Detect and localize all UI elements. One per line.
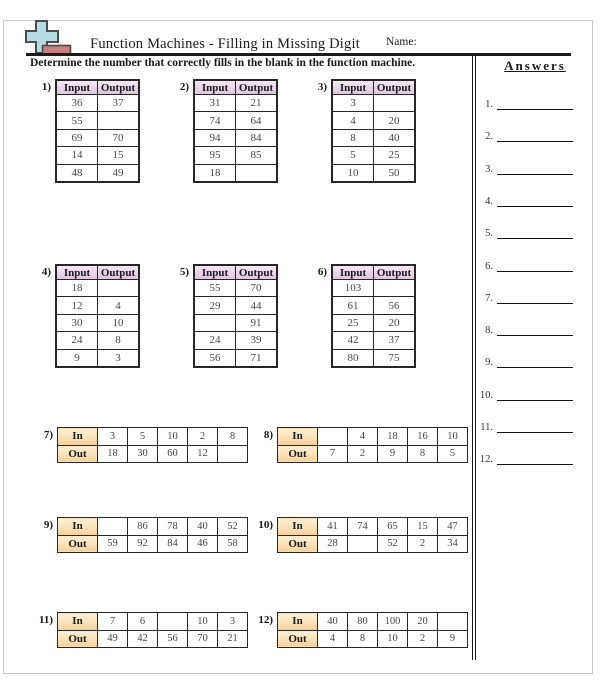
answer-number: 1. (485, 99, 493, 110)
answer-item-2 (476, 128, 573, 142)
problem-number: 7) (43, 429, 53, 441)
out-value-cell: 2 (408, 535, 438, 553)
out-row (278, 535, 468, 553)
input-value-cell: 56 (194, 349, 236, 367)
input-value-cell: 69 (56, 129, 98, 146)
output-value-cell: 75 (374, 349, 416, 367)
output-value-cell: 20 (374, 112, 416, 129)
out-row-header: Out (58, 630, 98, 648)
table-row (194, 314, 277, 331)
output-value-cell: 25 (374, 147, 416, 164)
answer-blank-line[interactable] (497, 161, 573, 175)
in-value-cell: 10 (188, 613, 218, 631)
output-value-cell: 39 (236, 332, 278, 349)
table-row (56, 280, 139, 297)
in-value-cell: 6 (128, 613, 158, 631)
table-row (56, 147, 139, 164)
problem-11-table (57, 612, 248, 648)
problem-4 (31, 264, 140, 368)
answer-item-5 (476, 225, 573, 239)
problem-number: 9) (43, 519, 53, 531)
input-value-cell: 29 (194, 297, 236, 314)
input-value-cell: 3 (332, 95, 374, 112)
missing-value-cell[interactable] (374, 280, 416, 297)
table-row (194, 129, 277, 146)
table-row (332, 314, 415, 331)
problem-5 (169, 264, 278, 368)
out-row (278, 445, 468, 463)
out-row-header: Out (278, 445, 318, 463)
missing-value-cell[interactable] (158, 613, 188, 631)
problem-1 (31, 79, 140, 183)
output-value-cell: 44 (236, 297, 278, 314)
out-value-cell: 42 (128, 630, 158, 648)
problem-8 (253, 427, 468, 463)
in-value-cell: 100 (378, 613, 408, 631)
input-value-cell: 48 (56, 164, 98, 182)
answer-number: 9. (485, 357, 493, 369)
missing-value-cell[interactable] (348, 535, 378, 553)
out-value-cell: 70 (188, 630, 218, 648)
out-value-cell: 84 (158, 535, 188, 553)
table-row (332, 112, 415, 129)
answer-blank-line[interactable] (497, 387, 573, 401)
input-column-header: Input (332, 265, 374, 280)
output-value-cell: 37 (98, 95, 140, 112)
instruction-text: Determine the number that correctly fills in the blank in the function machine. (30, 57, 416, 69)
in-value-cell: 3 (218, 613, 248, 631)
table-row (194, 280, 277, 297)
out-row (278, 630, 468, 648)
in-row (278, 428, 468, 446)
input-value-cell: 36 (56, 95, 98, 112)
input-value-cell: 25 (332, 314, 374, 331)
missing-value-cell[interactable] (438, 613, 468, 631)
table-row (194, 95, 277, 112)
table-row (56, 297, 139, 314)
output-value-cell: 91 (236, 314, 278, 331)
answer-number: 7. (485, 292, 493, 304)
problem-9 (33, 517, 248, 553)
out-value-cell: 2 (348, 445, 378, 463)
answer-blank-line[interactable] (497, 419, 573, 433)
output-value-cell: 71 (236, 349, 278, 367)
input-value-cell: 55 (194, 280, 236, 297)
input-value-cell: 24 (194, 332, 236, 349)
problem-number: 12) (258, 614, 273, 626)
table-row (56, 95, 139, 112)
out-value-cell: 49 (98, 630, 128, 648)
in-row (278, 518, 468, 536)
output-value-cell: 15 (98, 147, 140, 164)
output-column-header: Output (374, 80, 416, 95)
in-value-cell: 3 (98, 428, 128, 446)
table-row (56, 349, 139, 367)
input-value-cell: 55 (56, 112, 98, 129)
input-value-cell: 8 (332, 129, 374, 146)
in-value-cell: 40 (318, 613, 348, 631)
in-value-cell: 15 (408, 518, 438, 536)
input-value-cell: 94 (194, 129, 236, 146)
input-value-cell: 18 (56, 280, 98, 297)
in-row (58, 518, 248, 536)
input-value-cell: 5 (332, 147, 374, 164)
in-row-header: In (58, 428, 98, 446)
missing-value-cell[interactable] (374, 95, 416, 112)
out-value-cell: 2 (408, 630, 438, 648)
in-row (58, 613, 248, 631)
input-value-cell: 95 (194, 147, 236, 164)
table-row (56, 164, 139, 182)
output-value-cell: 50 (374, 164, 416, 182)
table-row (332, 332, 415, 349)
problem-2-table (193, 79, 278, 183)
problem-1-table (55, 79, 140, 183)
out-row-header: Out (58, 445, 98, 463)
missing-value-cell[interactable] (98, 280, 140, 297)
input-value-cell: 80 (332, 349, 374, 367)
answer-number: 10. (479, 389, 493, 401)
out-value-cell: 21 (218, 630, 248, 648)
in-row-header: In (58, 518, 98, 536)
input-value-cell: 14 (56, 147, 98, 164)
input-column-header: Input (332, 80, 374, 95)
problem-number: 8) (263, 429, 273, 441)
missing-value-cell[interactable] (98, 112, 140, 129)
answer-number: 11. (480, 422, 493, 433)
in-value-cell: 8 (218, 428, 248, 446)
answer-blank-line[interactable] (497, 128, 573, 142)
table-row (332, 349, 415, 367)
missing-value-cell[interactable] (318, 428, 348, 446)
answers-title: Answers (504, 58, 566, 73)
input-value-cell: 18 (194, 164, 236, 182)
input-value-cell: 4 (332, 112, 374, 129)
in-value-cell: 4 (348, 428, 378, 446)
output-value-cell: 10 (98, 314, 140, 331)
out-value-cell: 58 (218, 535, 248, 553)
output-value-cell: 49 (98, 164, 140, 182)
in-value-cell: 40 (188, 518, 218, 536)
output-value-cell: 64 (236, 112, 278, 129)
in-row (58, 428, 248, 446)
out-value-cell: 52 (378, 535, 408, 553)
output-value-cell: 4 (98, 297, 140, 314)
problem-number: 4) (41, 266, 51, 278)
output-value-cell: 85 (236, 147, 278, 164)
output-column-header: Output (98, 265, 140, 280)
in-value-cell: 2 (188, 428, 218, 446)
problem-12-table (277, 612, 468, 648)
out-value-cell: 8 (348, 630, 378, 648)
output-value-cell: 8 (98, 332, 140, 349)
table-row (332, 95, 415, 112)
answer-number: 8. (485, 325, 493, 337)
answer-blank-line[interactable] (497, 225, 573, 239)
out-value-cell: 28 (318, 535, 348, 553)
output-value-cell: 84 (236, 129, 278, 146)
header-rule (26, 53, 571, 56)
answer-item-12 (476, 451, 573, 465)
out-row-header: Out (278, 630, 318, 648)
answer-item-3 (476, 161, 573, 175)
table-row (194, 349, 277, 367)
problem-7-table (57, 427, 248, 463)
table-row (332, 129, 415, 146)
out-value-cell: 9 (438, 630, 468, 648)
table-row (56, 314, 139, 331)
input-value-cell: 12 (56, 297, 98, 314)
answer-item-10 (476, 387, 573, 401)
page-title: Function Machines - Filling in Missing Digit (90, 36, 360, 52)
out-value-cell: 46 (188, 535, 218, 553)
problem-7 (33, 427, 248, 463)
table-row (56, 112, 139, 129)
in-value-cell: 78 (158, 518, 188, 536)
output-value-cell: 3 (98, 349, 140, 367)
problem-number: 1) (41, 81, 51, 93)
output-column-header: Output (236, 265, 278, 280)
missing-value-cell[interactable] (194, 314, 236, 331)
out-value-cell: 5 (438, 445, 468, 463)
in-value-cell: 20 (408, 613, 438, 631)
problem-number: 10) (258, 519, 273, 531)
in-value-cell: 5 (128, 428, 158, 446)
out-value-cell: 18 (98, 445, 128, 463)
output-value-cell: 40 (374, 129, 416, 146)
problem-2 (169, 79, 278, 183)
problem-number: 5) (179, 266, 189, 278)
out-value-cell: 34 (438, 535, 468, 553)
table-row (194, 332, 277, 349)
answer-blank-line[interactable] (497, 451, 573, 465)
problem-number: 2) (179, 81, 189, 93)
answer-number: 3. (485, 163, 493, 175)
answer-number: 5. (485, 228, 493, 240)
problem-6 (307, 264, 416, 368)
out-row (58, 445, 248, 463)
table-row (332, 280, 415, 297)
input-value-cell: 10 (332, 164, 374, 182)
problem-12 (253, 612, 468, 648)
out-row-header: Out (278, 535, 318, 553)
table-row (194, 297, 277, 314)
answer-blank-line[interactable] (497, 354, 573, 368)
output-value-cell: 70 (236, 280, 278, 297)
problem-6-table (331, 264, 416, 368)
problem-3-table (331, 79, 416, 183)
out-value-cell: 4 (318, 630, 348, 648)
problem-5-table (193, 264, 278, 368)
out-row (58, 630, 248, 648)
input-value-cell: 24 (56, 332, 98, 349)
table-row (56, 332, 139, 349)
answer-blank-line[interactable] (497, 193, 573, 207)
in-value-cell: 7 (98, 613, 128, 631)
answer-item-7 (476, 290, 573, 304)
missing-value-cell[interactable] (236, 164, 278, 182)
in-value-cell: 16 (408, 428, 438, 446)
input-column-header: Input (56, 80, 98, 95)
problem-number: 11) (38, 614, 53, 626)
input-value-cell: 31 (194, 95, 236, 112)
out-value-cell: 92 (128, 535, 158, 553)
missing-value-cell[interactable] (98, 518, 128, 536)
out-value-cell: 12 (188, 445, 218, 463)
problem-number: 3) (317, 81, 327, 93)
out-value-cell: 60 (158, 445, 188, 463)
output-value-cell: 70 (98, 129, 140, 146)
input-value-cell: 9 (56, 349, 98, 367)
table-row (194, 147, 277, 164)
out-value-cell: 59 (98, 535, 128, 553)
in-value-cell: 41 (318, 518, 348, 536)
out-row-header: Out (58, 535, 98, 553)
problem-number: 6) (317, 266, 327, 278)
answer-blank-line[interactable] (497, 96, 573, 110)
out-value-cell: 56 (158, 630, 188, 648)
answer-number: 6. (485, 260, 493, 272)
input-column-header: Input (194, 265, 236, 280)
out-value-cell: 8 (408, 445, 438, 463)
answer-item-9 (476, 354, 573, 368)
input-column-header: Input (56, 265, 98, 280)
out-value-cell: 10 (378, 630, 408, 648)
answer-item-6 (476, 258, 573, 272)
in-row-header: In (278, 613, 318, 631)
answer-item-8 (476, 322, 573, 336)
in-row (278, 613, 468, 631)
input-value-cell: 103 (332, 280, 374, 297)
answer-item-4 (476, 193, 573, 207)
table-row (332, 147, 415, 164)
input-value-cell: 61 (332, 297, 374, 314)
answer-blank-line[interactable] (497, 258, 573, 272)
out-value-cell: 9 (378, 445, 408, 463)
in-row-header: In (278, 518, 318, 536)
input-column-header: Input (194, 80, 236, 95)
output-column-header: Output (374, 265, 416, 280)
table-row (332, 164, 415, 182)
in-row-header: In (58, 613, 98, 631)
in-value-cell: 52 (218, 518, 248, 536)
problem-11 (33, 612, 248, 648)
output-column-header: Output (236, 80, 278, 95)
output-value-cell: 20 (374, 314, 416, 331)
in-value-cell: 18 (378, 428, 408, 446)
input-value-cell: 30 (56, 314, 98, 331)
input-value-cell: 42 (332, 332, 374, 349)
problem-3 (307, 79, 416, 183)
answer-blank-line[interactable] (497, 290, 573, 304)
out-value-cell: 30 (128, 445, 158, 463)
out-value-cell: 7 (318, 445, 348, 463)
missing-value-cell[interactable] (218, 445, 248, 463)
name-label: Name: (386, 36, 417, 48)
table-row (194, 112, 277, 129)
output-column-header: Output (98, 80, 140, 95)
problem-8-table (277, 427, 468, 463)
problem-9-table (57, 517, 248, 553)
answer-blank-line[interactable] (497, 322, 573, 336)
in-value-cell: 86 (128, 518, 158, 536)
in-value-cell: 80 (348, 613, 378, 631)
answer-item-11 (476, 419, 573, 433)
problem-4-table (55, 264, 140, 368)
problem-10-table (277, 517, 468, 553)
answer-number: 2. (485, 131, 493, 143)
input-value-cell: 74 (194, 112, 236, 129)
answer-item-1 (476, 96, 573, 110)
in-value-cell: 74 (348, 518, 378, 536)
answer-number: 4. (485, 195, 493, 207)
in-value-cell: 10 (438, 428, 468, 446)
output-value-cell: 37 (374, 332, 416, 349)
in-value-cell: 10 (158, 428, 188, 446)
output-value-cell: 56 (374, 297, 416, 314)
answer-number: 12. (479, 454, 493, 466)
out-row (58, 535, 248, 553)
in-row-header: In (278, 428, 318, 446)
in-value-cell: 65 (378, 518, 408, 536)
table-row (56, 129, 139, 146)
table-row (332, 297, 415, 314)
in-value-cell: 47 (438, 518, 468, 536)
table-row (194, 164, 277, 182)
problem-10 (253, 517, 468, 553)
output-value-cell: 21 (236, 95, 278, 112)
